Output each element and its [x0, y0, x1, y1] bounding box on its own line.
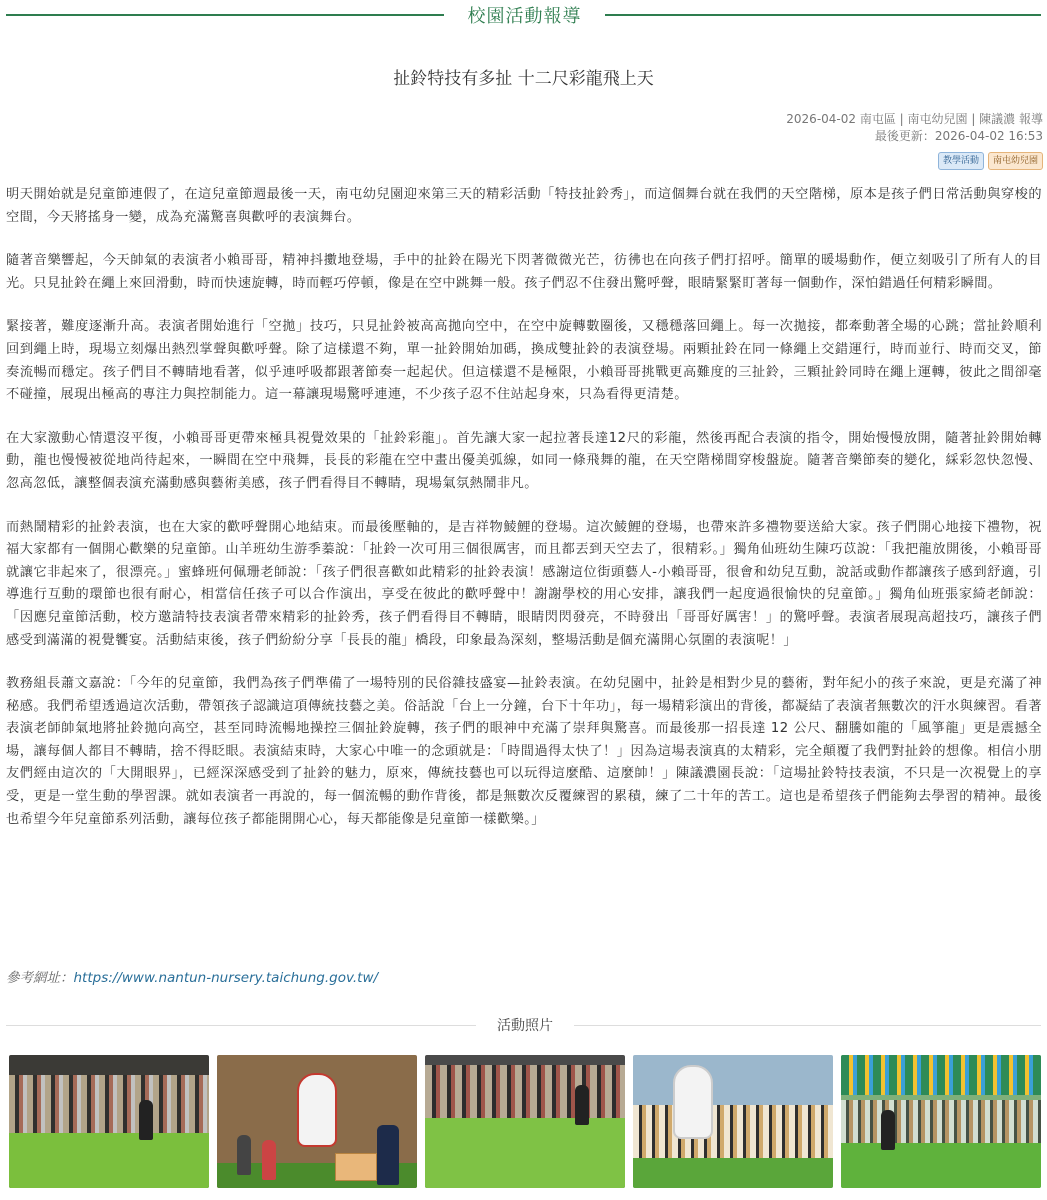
header-divider-right [605, 14, 1041, 16]
photo-section-title: 活動照片 [497, 1018, 553, 1034]
grass-image-region [633, 1158, 833, 1188]
paragraph: 隨著音樂響起，今天帥氣的表演者小賴哥哥，精神抖擻地登場，手中的扯鈴在陽光下閃著微微光芒，彷彿也在向孩子們打招呼。簡單的暖場動作，便立刻吸引了所有人的目光。只見扯鈴在繩上來回滑動，時而快速旋轉，時而輕巧停頓，像是在空中跳舞一般。孩子們忍不住發出驚呼聲，眼睛緊緊盯著每一個動作，深怕錯過任何精彩瞬間。 [6, 253, 1042, 291]
reference-link[interactable]: https://www.nantun-nursery.taichung.gov.tw/ [73, 970, 379, 986]
paragraph: 教務組長蕭文嘉說：「今年的兒童節，我們為孩子們準備了一場特別的民俗雜技盛宴—扯鈴表演。在幼兒園中，扯鈴是相對少見的藝術，對年紀小的孩子來說，更是充滿了神秘感。我們希望透過這次活動，帶領孩子認識這項傳統技藝之美。俗話說「台上一分鐘，台下十年功」，每一場精彩演出的背後，都凝結了表演者無數次的汗水與練習。看著表演老師帥氣地將扯鈴拋向高空，甚至同時流暢地操控三個扯鈴旋轉，孩子們的眼神中充滿了崇拜與驚喜。而最後那一招長達 12 公尺、翻騰如龍的「風箏龍」更是震撼全場，讓每個人都目不轉睛，捨不得眨眼。表演結束時，大家心中唯一的念頭就是：「時間過得太快了！」因為這場表演真的太精彩，完全顛覆了我們對扯鈴的想像。相信小朋友們經由這次的「大開眼界」，已經深深感受到了扯鈴的魅力，原來，傳統技藝也可以玩得這麼酷、這麼帥！」陳議濃園長說：「這場扯鈴特技表演，不只是一次視覺上的享受，更是一堂生動的學習課。就如表演者一再說的，每一個流暢的動作背後，都是無數次反覆練習的累積，練了二十年的苦工。這也是希望孩子們能夠去學習的精神。最後也希望今年兒童節系列活動，讓每位孩子都能開開心心，每天都能像是兒童節一樣歡樂。」 [6, 676, 1042, 827]
photo-thumbnail[interactable] [217, 1055, 417, 1188]
tag-list [938, 152, 1043, 170]
photo-divider-right [574, 1025, 1041, 1026]
tag-school[interactable]: 南屯幼兒園 [988, 152, 1043, 170]
photo-thumbnail[interactable] [841, 1055, 1041, 1188]
header-divider-left [6, 14, 444, 16]
paragraph: 明天開始就是兒童節連假了，在這兒童節週最後一天，南屯幼兒園迎來第三天的精彩活動「特技扯鈴秀」，而這個舞台就在我們的天空階梯，原本是孩子們日常活動與穿梭的空間，今天將搖身一變，成為充滿驚喜與歡呼的表演舞台。 [6, 187, 1042, 225]
canopy-image-region [841, 1055, 1041, 1095]
mascot-figure [297, 1073, 337, 1147]
reference [6, 966, 378, 986]
mascot-figure [673, 1065, 713, 1139]
photo-thumbnail[interactable] [425, 1055, 625, 1188]
paragraph: 而熱鬧精彩的扯鈴表演，也在大家的歡呼聲開心地結束。而最後壓軸的，是吉祥物鯪鯉的登場。這次鯪鯉的登場，也帶來許多禮物要送給大家。孩子們開心地接下禮物，祝福大家都有一個開心歡樂的兒童節。山羊班幼生游季蓁說：「扯鈴一次可用三個很厲害，而且都丟到天空去了，很精彩。」獨角仙班幼生陳巧苡說：「我把龍放開後，小賴哥哥就讓它非起來了，很漂亮。」蜜蜂班何佩珊老師說：「孩子們很喜歡如此精彩的扯鈴表演！感謝這位街頭藝人-小賴哥哥，很會和幼兒互動，說話或動作都讓孩子感到舒適，引導進行互動的環節也很有耐心，相當信任孩子可以合作演出，享受在彼此的歡呼聲中！謝謝學校的用心安排，讓我們一起度過很愉快的兒童節。」獨角仙班張家綺老師說：「因應兒童節活動，校方邀請特技表演者帶來精彩的扯鈴秀，孩子們看得目不轉睛，眼睛閃閃發亮，不時發出「哥哥好厲害！」的驚呼聲。表演者展現高超技巧，讓孩子們感受到滿滿的視覺饗宴。活動結束後，孩子們紛紛分享「長長的龍」橋段，印象最為深刻，整場活動是個充滿開心氛圍的表演呢！」 [6, 519, 1042, 648]
meta-byline: 2026-04-02 南屯區 | 南屯幼兒園 | 陳議濃 報導 [786, 112, 1043, 126]
section-title: 校園活動報導 [467, 6, 582, 27]
grass-image-region [425, 1118, 625, 1188]
paragraph: 在大家激動心情還沒平復，小賴哥哥更帶來極具視覺效果的「扯鈴彩龍」。首先讓大家一起拉著長達12尺的彩龍，然後再配合表演的指令，開始慢慢放開，隨著扯鈴開始轉動，龍也慢慢被從地尚待起來，一瞬間在空中飛舞，長長的彩龍在空中畫出優美弧線，如同一條飛舞的龍，在天空階梯間穿梭盤旋。隨著音樂節奏的變化，綵彩忽快忽慢、忽高忽低，讓整個表演充滿動感與藝術美感，孩子們看得目不轉睛，現場氣氛熱鬧非凡。 [6, 430, 1042, 491]
photo-section-header [0, 1014, 1047, 1038]
crowd-image-region [841, 1100, 1041, 1145]
performer-figure [139, 1100, 153, 1140]
grass-image-region [841, 1143, 1041, 1188]
child-figure [237, 1135, 251, 1175]
reference-label: 參考網址： [6, 970, 74, 986]
adult-figure [377, 1125, 399, 1185]
grass-image-region [9, 1133, 209, 1188]
photo-thumbnail[interactable] [9, 1055, 209, 1188]
photo-thumbnail[interactable] [633, 1055, 833, 1188]
performer-figure [575, 1085, 589, 1125]
tag-teaching-activity[interactable]: 教學活動 [938, 152, 984, 170]
article-title: 扯鈴特技有多扯 十二尺彩龍飛上天 [393, 69, 654, 89]
crowd-image-region [633, 1105, 833, 1165]
child-figure [262, 1140, 276, 1180]
gift-box [335, 1153, 377, 1181]
performer-figure [881, 1110, 895, 1150]
article-meta [786, 111, 1043, 145]
photo-gallery [9, 1055, 1041, 1188]
article-body [6, 184, 1042, 852]
photo-divider-left [6, 1025, 476, 1026]
section-header [0, 0, 1047, 30]
paragraph: 緊接著，難度逐漸升高。表演者開始進行「空拋」技巧，只見扯鈴被高高拋向空中，在空中旋轉數圈後，又穩穩落回繩上。每一次拋接，都牽動著全場的心跳；當扯鈴順利回到繩上時，現場立刻爆出熱烈掌聲與歡呼聲。除了這樣還不夠，單一扯鈴開始加碼，換成雙扯鈴的表演登場。兩顆扯鈴在同一條繩上交錯運行，時而並行、時而交叉，節奏流暢而穩定。孩子們目不轉睛地看著，似乎連呼吸都跟著節奏一起起伏。但這樣還不是極限，小賴哥哥挑戰更高難度的三扯鈴，三顆扯鈴同時在繩上運轉，彼此之間卻毫不碰撞，展現出極高的專注力與控制能力。這一幕讓現場驚呼連連，不少孩子忍不住站起身來，只為看得更清楚。 [6, 319, 1042, 403]
meta-updated: 最後更新：2026-04-02 16:53 [874, 129, 1043, 143]
